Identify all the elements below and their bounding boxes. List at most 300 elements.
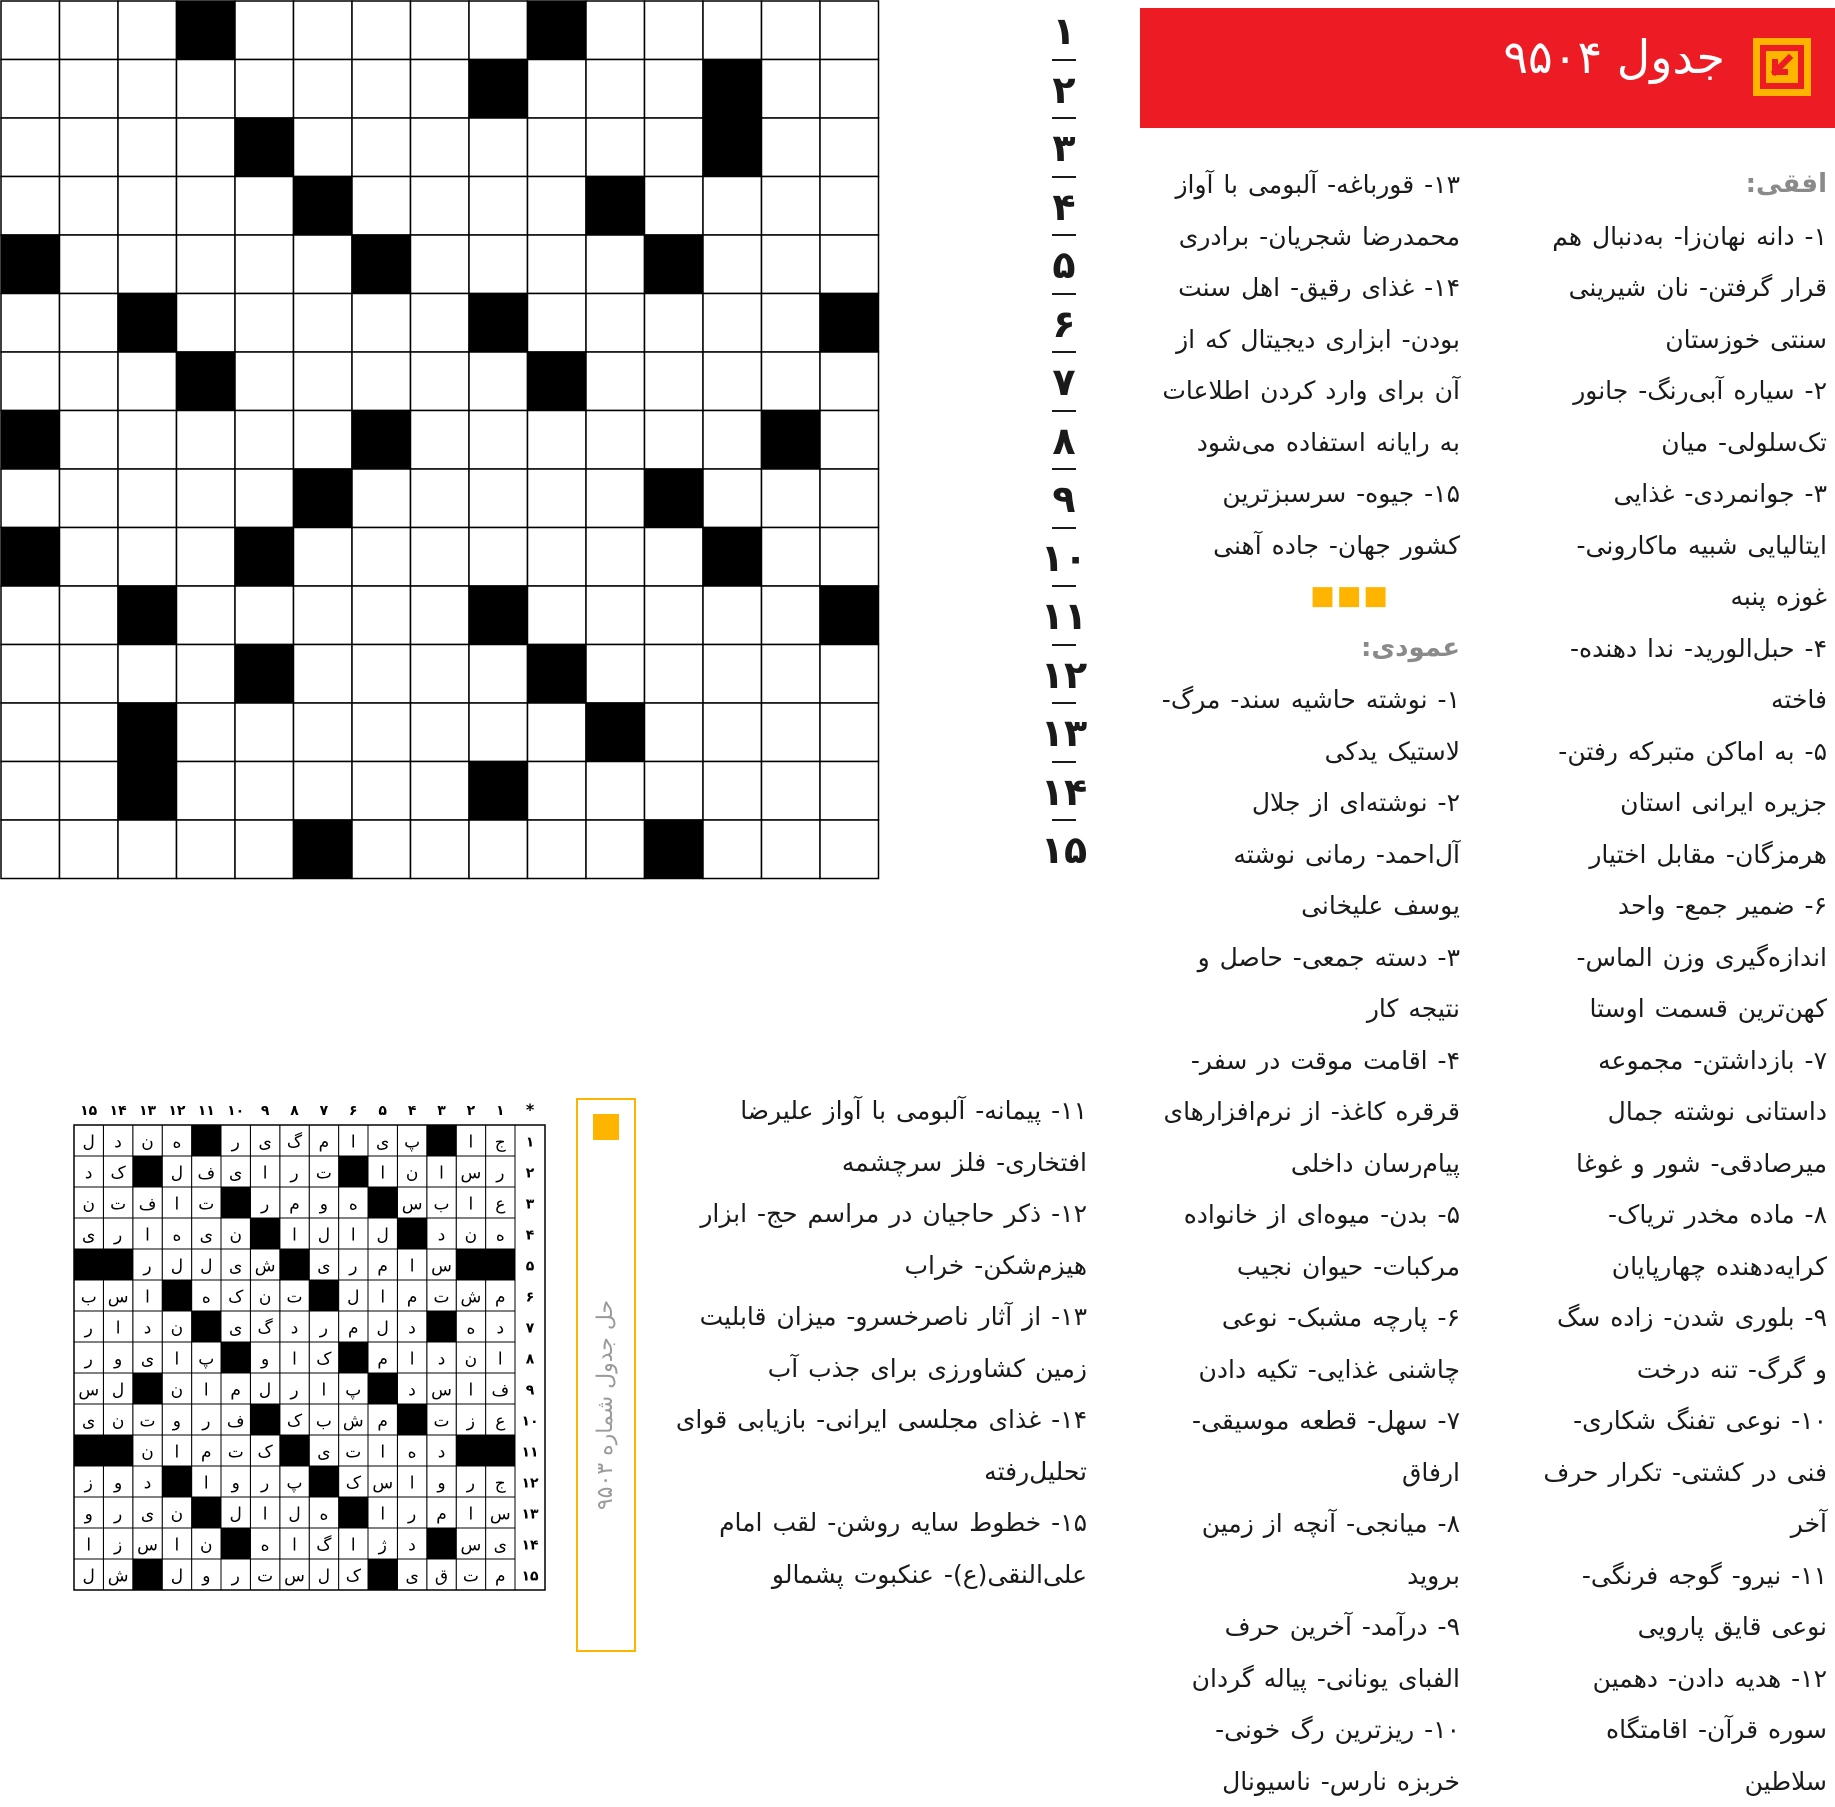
grid-cell[interactable] — [469, 469, 528, 528]
solution-letter: ت — [286, 1288, 302, 1308]
solution-letter: ج — [495, 1133, 506, 1153]
grid-cell[interactable] — [645, 352, 704, 411]
grid-cell[interactable] — [177, 820, 236, 879]
grid-cell[interactable] — [645, 703, 704, 762]
grid-cell[interactable] — [703, 352, 762, 411]
grid-cell[interactable] — [60, 411, 119, 470]
grid-cell[interactable] — [469, 645, 528, 704]
grid-cell[interactable] — [703, 645, 762, 704]
grid-cell[interactable] — [118, 60, 177, 119]
grid-cell[interactable] — [762, 528, 821, 587]
solution-letter: ا — [380, 1288, 385, 1308]
solution-letter: ه — [261, 1536, 270, 1556]
grid-cell[interactable] — [411, 177, 470, 236]
grid-cell[interactable] — [177, 118, 236, 177]
solution-letter: د — [85, 1164, 93, 1184]
grid-cell[interactable] — [60, 528, 119, 587]
grid-cell[interactable] — [762, 820, 821, 879]
grid-cell[interactable] — [411, 528, 470, 587]
grid-cell[interactable] — [469, 352, 528, 411]
across-clue: ۱۵- جیوه- سرسبزترین کشور جهان- جاده آهنی — [1160, 468, 1460, 571]
solution-letter: ا — [263, 1164, 268, 1184]
grid-cell[interactable] — [703, 411, 762, 470]
row-number-divider — [1052, 234, 1076, 236]
grid-cell[interactable] — [1, 352, 60, 411]
grid-cell[interactable] — [411, 118, 470, 177]
grid-cell[interactable] — [411, 586, 470, 645]
grid-cell[interactable] — [528, 469, 587, 528]
grid-cell[interactable] — [762, 294, 821, 353]
grid-cell[interactable] — [820, 469, 879, 528]
solution-letter: م — [377, 1350, 388, 1370]
grid-cell[interactable] — [528, 703, 587, 762]
grid-cell[interactable] — [118, 352, 177, 411]
solution-letter: م — [377, 1412, 388, 1432]
grid-cell[interactable] — [60, 469, 119, 528]
grid-cell[interactable] — [820, 703, 879, 762]
grid-cell[interactable] — [352, 352, 411, 411]
grid-cell[interactable] — [118, 528, 177, 587]
grid-cell[interactable] — [820, 118, 879, 177]
solution-letter: ل — [377, 1226, 389, 1246]
grid-cell[interactable] — [1, 762, 60, 821]
solution-letter: ت — [433, 1288, 449, 1308]
grid-cell[interactable] — [703, 820, 762, 879]
grid-cell[interactable] — [586, 820, 645, 879]
solution-row-label: ۲ — [526, 1166, 535, 1182]
grid-cell[interactable] — [762, 703, 821, 762]
black-cell — [469, 294, 528, 353]
grid-cell[interactable] — [645, 645, 704, 704]
grid-cell[interactable] — [177, 586, 236, 645]
grid-cell[interactable] — [1, 645, 60, 704]
solution-letter: د — [438, 1350, 446, 1370]
grid-cell[interactable] — [118, 411, 177, 470]
grid-cell[interactable] — [1, 1, 60, 60]
grid-cell[interactable] — [352, 820, 411, 879]
grid-cell[interactable] — [352, 528, 411, 587]
solution-col-label: ۴ — [408, 1103, 417, 1119]
solution-letter: د — [408, 1319, 416, 1339]
grid-cell[interactable] — [177, 294, 236, 353]
grid-cell[interactable] — [703, 469, 762, 528]
solution-black-cell — [309, 1466, 338, 1497]
grid-cell[interactable] — [469, 118, 528, 177]
grid-cell[interactable] — [294, 586, 353, 645]
grid-cell[interactable] — [60, 586, 119, 645]
grid-cell[interactable] — [469, 703, 528, 762]
grid-cell[interactable] — [411, 645, 470, 704]
grid-cell[interactable] — [645, 586, 704, 645]
grid-cell[interactable] — [235, 762, 294, 821]
solution-col-label: ۹ — [261, 1103, 270, 1119]
grid-cell[interactable] — [352, 645, 411, 704]
across-clue: ۸- ماده مخدر تریاک- کرایه‌دهنده چهارپایان — [1537, 1189, 1827, 1292]
solution-col-label: ۱۱ — [198, 1103, 215, 1119]
solution-letter: د — [408, 1381, 416, 1401]
solution-black-cell — [456, 1249, 485, 1280]
grid-cell[interactable] — [762, 60, 821, 119]
solution-black-cell — [368, 1373, 397, 1404]
mixed-clues-column — [1160, 159, 1460, 1654]
grid-cell[interactable] — [528, 118, 587, 177]
grid-cell[interactable] — [294, 60, 353, 119]
solution-letter: د — [408, 1536, 416, 1556]
grid-cell[interactable] — [177, 469, 236, 528]
solution-row-label: ۱۴ — [521, 1538, 539, 1554]
solution-letter: ف — [139, 1195, 157, 1215]
grid-cell[interactable] — [60, 703, 119, 762]
grid-cell[interactable] — [411, 294, 470, 353]
grid-cell[interactable] — [294, 528, 353, 587]
solution-letter: ی — [229, 1257, 242, 1277]
grid-cell[interactable] — [528, 60, 587, 119]
row-number-divider — [1052, 761, 1076, 763]
solution-black-cell — [162, 1280, 191, 1311]
grid-cell[interactable] — [352, 177, 411, 236]
grid-cell[interactable] — [528, 294, 587, 353]
grid-cell[interactable] — [762, 586, 821, 645]
solution-letter: و — [84, 1505, 93, 1525]
down-clue: ۱۳- از آثار ناصرخسرو- میزان قابلیت زمین کشاورزی برای جذب آب — [650, 1291, 1087, 1394]
grid-cell[interactable] — [1, 118, 60, 177]
grid-cell[interactable] — [703, 586, 762, 645]
grid-cell[interactable] — [60, 820, 119, 879]
grid-cell[interactable] — [60, 235, 119, 294]
solution-letter: پ — [198, 1350, 214, 1370]
solution-black-cell — [250, 1404, 279, 1435]
grid-cell[interactable] — [118, 820, 177, 879]
grid-cell[interactable] — [703, 762, 762, 821]
grid-cell[interactable] — [177, 235, 236, 294]
grid-cell[interactable] — [820, 235, 879, 294]
grid-cell[interactable] — [411, 352, 470, 411]
grid-cell[interactable] — [60, 352, 119, 411]
solution-row-label: ۱۰ — [521, 1414, 538, 1430]
grid-cell[interactable] — [586, 352, 645, 411]
row-number: ۹ — [1040, 477, 1088, 521]
grid-cell[interactable] — [235, 820, 294, 879]
grid-cell[interactable] — [528, 586, 587, 645]
grid-cell[interactable] — [469, 411, 528, 470]
grid-cell[interactable] — [118, 118, 177, 177]
grid-cell[interactable] — [528, 411, 587, 470]
solution-row-label: ۶ — [526, 1290, 535, 1306]
solution-letter: پ — [345, 1381, 361, 1401]
solution-letter: و — [319, 1195, 328, 1215]
solution-letter: ر — [319, 1319, 328, 1339]
grid-cell[interactable] — [235, 235, 294, 294]
grid-cell[interactable] — [586, 118, 645, 177]
grid-cell[interactable] — [60, 177, 119, 236]
row-number: ۱۱ — [1040, 594, 1088, 638]
grid-cell[interactable] — [235, 469, 294, 528]
grid-cell[interactable] — [60, 294, 119, 353]
grid-cell[interactable] — [645, 411, 704, 470]
grid-cell[interactable] — [586, 60, 645, 119]
grid-cell[interactable] — [294, 762, 353, 821]
grid-cell[interactable] — [762, 469, 821, 528]
solution-letter: ی — [317, 1257, 330, 1277]
grid-cell[interactable] — [60, 645, 119, 704]
black-cell — [118, 762, 177, 821]
grid-cell[interactable] — [118, 177, 177, 236]
grid-cell[interactable] — [528, 235, 587, 294]
grid-cell[interactable] — [294, 118, 353, 177]
solution-black-cell — [280, 1249, 309, 1280]
grid-cell[interactable] — [118, 645, 177, 704]
grid-cell[interactable] — [177, 645, 236, 704]
grid-cell[interactable] — [703, 235, 762, 294]
solution-letter: ع — [495, 1412, 505, 1432]
solution-grid — [0, 1095, 550, 1650]
solution-letter: ر — [348, 1257, 357, 1277]
row-number-divider — [1052, 293, 1076, 295]
solution-black-cell — [74, 1249, 103, 1280]
solution-letter: ل — [318, 1226, 330, 1246]
solution-letter: س — [372, 1474, 393, 1494]
grid-cell[interactable] — [703, 177, 762, 236]
solution-letter: ا — [145, 1288, 150, 1308]
grid-cell[interactable] — [294, 411, 353, 470]
grid-cell[interactable] — [60, 118, 119, 177]
black-cell — [235, 645, 294, 704]
solution-letter: ا — [410, 1350, 415, 1370]
black-cell — [528, 352, 587, 411]
solution-letter: ر — [289, 1381, 298, 1401]
solution-letter: ر — [260, 1474, 269, 1494]
solution-letter: د — [114, 1133, 122, 1153]
grid-cell[interactable] — [411, 703, 470, 762]
grid-cell[interactable] — [762, 235, 821, 294]
black-cell — [177, 1, 236, 60]
down-clues-column-continued — [650, 1085, 1087, 1645]
grid-cell[interactable] — [177, 411, 236, 470]
grid-cell[interactable] — [177, 177, 236, 236]
grid-cell[interactable] — [586, 586, 645, 645]
solution-letter: ن — [465, 1350, 477, 1370]
grid-cell[interactable] — [820, 645, 879, 704]
grid-cell[interactable] — [411, 411, 470, 470]
grid-cell[interactable] — [1, 703, 60, 762]
grid-cell[interactable] — [352, 60, 411, 119]
solution-letter: ر — [113, 1226, 122, 1246]
grid-cell[interactable] — [586, 528, 645, 587]
grid-cell[interactable] — [762, 645, 821, 704]
grid-cell[interactable] — [645, 60, 704, 119]
grid-cell[interactable] — [411, 235, 470, 294]
grid-cell[interactable] — [762, 1, 821, 60]
grid-cell[interactable] — [762, 762, 821, 821]
solution-letter: س — [490, 1505, 511, 1525]
grid-cell[interactable] — [820, 177, 879, 236]
solution-letter: م — [495, 1567, 506, 1587]
grid-cell[interactable] — [352, 118, 411, 177]
black-cell — [1, 411, 60, 470]
solution-black-cell — [192, 1125, 221, 1156]
across-clue: ۷- بازداشتن- مجموعه داستانی نوشته جمال میرصادقی- شور و غوغا — [1537, 1035, 1827, 1190]
grid-cell[interactable] — [820, 60, 879, 119]
grid-cell[interactable] — [528, 762, 587, 821]
grid-cell[interactable] — [294, 703, 353, 762]
solution-letter: ی — [82, 1226, 95, 1246]
grid-cell[interactable] — [645, 118, 704, 177]
solution-letter: ل — [230, 1505, 242, 1525]
grid-cell[interactable] — [411, 60, 470, 119]
black-cell — [528, 645, 587, 704]
grid-cell[interactable] — [294, 352, 353, 411]
grid-cell[interactable] — [528, 528, 587, 587]
solution-letter: ا — [380, 1505, 385, 1525]
grid-cell[interactable] — [1, 60, 60, 119]
grid-cell[interactable] — [235, 703, 294, 762]
down-clue: ۱۰- ریزترین رگ خونی- خربزه نارس- ناسیونال — [1160, 1704, 1460, 1807]
grid-cell[interactable] — [469, 235, 528, 294]
solution-letter: ه — [496, 1226, 505, 1246]
grid-cell[interactable] — [645, 1, 704, 60]
grid-cell[interactable] — [1, 177, 60, 236]
row-number: ۱۴ — [1040, 770, 1088, 814]
grid-cell[interactable] — [645, 528, 704, 587]
grid-cell[interactable] — [586, 762, 645, 821]
grid-cell[interactable] — [703, 703, 762, 762]
grid-cell[interactable] — [235, 1, 294, 60]
grid-cell[interactable] — [1, 586, 60, 645]
grid-cell[interactable] — [703, 1, 762, 60]
grid-cell[interactable] — [118, 469, 177, 528]
grid-cell[interactable] — [235, 294, 294, 353]
grid-cell[interactable] — [352, 294, 411, 353]
grid-cell[interactable] — [118, 1, 177, 60]
grid-cell[interactable] — [235, 177, 294, 236]
grid-cell[interactable] — [352, 762, 411, 821]
solution-black-cell — [133, 1156, 162, 1187]
grid-cell[interactable] — [528, 177, 587, 236]
grid-cell[interactable] — [177, 762, 236, 821]
grid-cell[interactable] — [352, 469, 411, 528]
grid-cell[interactable] — [762, 352, 821, 411]
grid-cell[interactable] — [820, 820, 879, 879]
grid-cell[interactable] — [1, 820, 60, 879]
grid-cell[interactable] — [411, 469, 470, 528]
grid-cell[interactable] — [352, 703, 411, 762]
solution-black-cell — [162, 1466, 191, 1497]
solution-letter: گ — [257, 1318, 273, 1339]
grid-cell[interactable] — [645, 294, 704, 353]
grid-cell[interactable] — [586, 411, 645, 470]
solution-letter: م — [495, 1288, 506, 1308]
across-clue: ۱۲- هدیه دادن- دهمین سوره قرآن- اقامتگاه سلاطین — [1537, 1653, 1827, 1807]
grid-cell[interactable] — [820, 762, 879, 821]
grid-cell[interactable] — [820, 352, 879, 411]
grid-cell[interactable] — [820, 528, 879, 587]
grid-cell[interactable] — [469, 1, 528, 60]
solution-letter: ی — [141, 1350, 154, 1370]
grid-cell[interactable] — [586, 235, 645, 294]
grid-cell[interactable] — [586, 294, 645, 353]
solution-col-label: ۱۰ — [227, 1103, 244, 1119]
solution-letter: ا — [175, 1536, 180, 1556]
grid-cell[interactable] — [235, 586, 294, 645]
grid-cell[interactable] — [294, 645, 353, 704]
grid-cell[interactable] — [235, 352, 294, 411]
grid-cell[interactable] — [177, 528, 236, 587]
grid-cell[interactable] — [528, 820, 587, 879]
grid-cell[interactable] — [60, 762, 119, 821]
grid-cell[interactable] — [469, 820, 528, 879]
grid-cell[interactable] — [411, 762, 470, 821]
grid-cell[interactable] — [586, 1, 645, 60]
down-clue: ۲- نوشته‌ای از جلال آل‌احمد- رمانی نوشته یوسف علیخانی — [1160, 777, 1460, 932]
grid-cell[interactable] — [1, 294, 60, 353]
solution-col-label: ۵ — [378, 1103, 387, 1119]
solution-col-label: ۸ — [290, 1103, 299, 1119]
solution-letter: ا — [469, 1133, 474, 1153]
grid-cell[interactable] — [294, 1, 353, 60]
solution-letter: ن — [406, 1164, 418, 1184]
grid-cell[interactable] — [469, 528, 528, 587]
black-cell — [703, 528, 762, 587]
grid-cell[interactable] — [294, 294, 353, 353]
grid-cell[interactable] — [177, 60, 236, 119]
grid-cell[interactable] — [645, 762, 704, 821]
grid-cell[interactable] — [352, 586, 411, 645]
across-clue: ۵- به اماکن متبرکه رفتن- جزیره ایرانی استان هرمزگان- مقابل اختیار — [1537, 726, 1827, 881]
grid-cell[interactable] — [177, 703, 236, 762]
crossword-grid[interactable] — [0, 0, 1020, 1020]
solution-letter: ر — [84, 1350, 93, 1370]
grid-cell[interactable] — [411, 820, 470, 879]
grid-cell[interactable] — [235, 60, 294, 119]
grid-cell[interactable] — [411, 1, 470, 60]
grid-cell[interactable] — [118, 235, 177, 294]
grid-cell[interactable] — [645, 177, 704, 236]
black-cell — [586, 177, 645, 236]
grid-cell[interactable] — [469, 177, 528, 236]
black-cell — [177, 352, 236, 411]
grid-cell[interactable] — [820, 1, 879, 60]
black-cell — [645, 235, 704, 294]
grid-cell[interactable] — [352, 1, 411, 60]
row-number: ۱۵ — [1040, 828, 1088, 872]
across-clue: ۴- حبل‌الورید- ندا دهنده- فاخته — [1537, 623, 1827, 726]
grid-cell[interactable] — [762, 177, 821, 236]
grid-cell[interactable] — [586, 645, 645, 704]
grid-cell[interactable] — [586, 469, 645, 528]
solution-letter: ه — [172, 1133, 181, 1153]
solution-letter: ا — [175, 1443, 180, 1463]
grid-cell[interactable] — [60, 60, 119, 119]
solution-black-cell — [339, 1342, 368, 1373]
down-clue: ۴- اقامت موقت در سفر- قرقره کاغذ- از نرم‌افزارهای پیام‌رسان داخلی — [1160, 1035, 1460, 1190]
solution-letter: ش — [343, 1412, 364, 1432]
grid-cell[interactable] — [294, 235, 353, 294]
grid-cell[interactable] — [1, 469, 60, 528]
grid-cell[interactable] — [703, 294, 762, 353]
grid-cell[interactable] — [762, 118, 821, 177]
solution-letter: ه — [466, 1319, 475, 1339]
solution-letter: ر — [84, 1319, 93, 1339]
solution-letter: م — [407, 1288, 418, 1308]
solution-col-label: ۲ — [467, 1103, 476, 1119]
grid-cell[interactable] — [235, 411, 294, 470]
solution-letter: ی — [258, 1133, 271, 1153]
grid-cell[interactable] — [820, 411, 879, 470]
grid-cell[interactable] — [60, 1, 119, 60]
solution-letter: ع — [495, 1195, 505, 1215]
solution-letter: ر — [201, 1412, 210, 1432]
across-clue: ۱۳- قورباغه- آلبومی با آواز محمدرضا شجریان- برادری — [1160, 159, 1460, 262]
